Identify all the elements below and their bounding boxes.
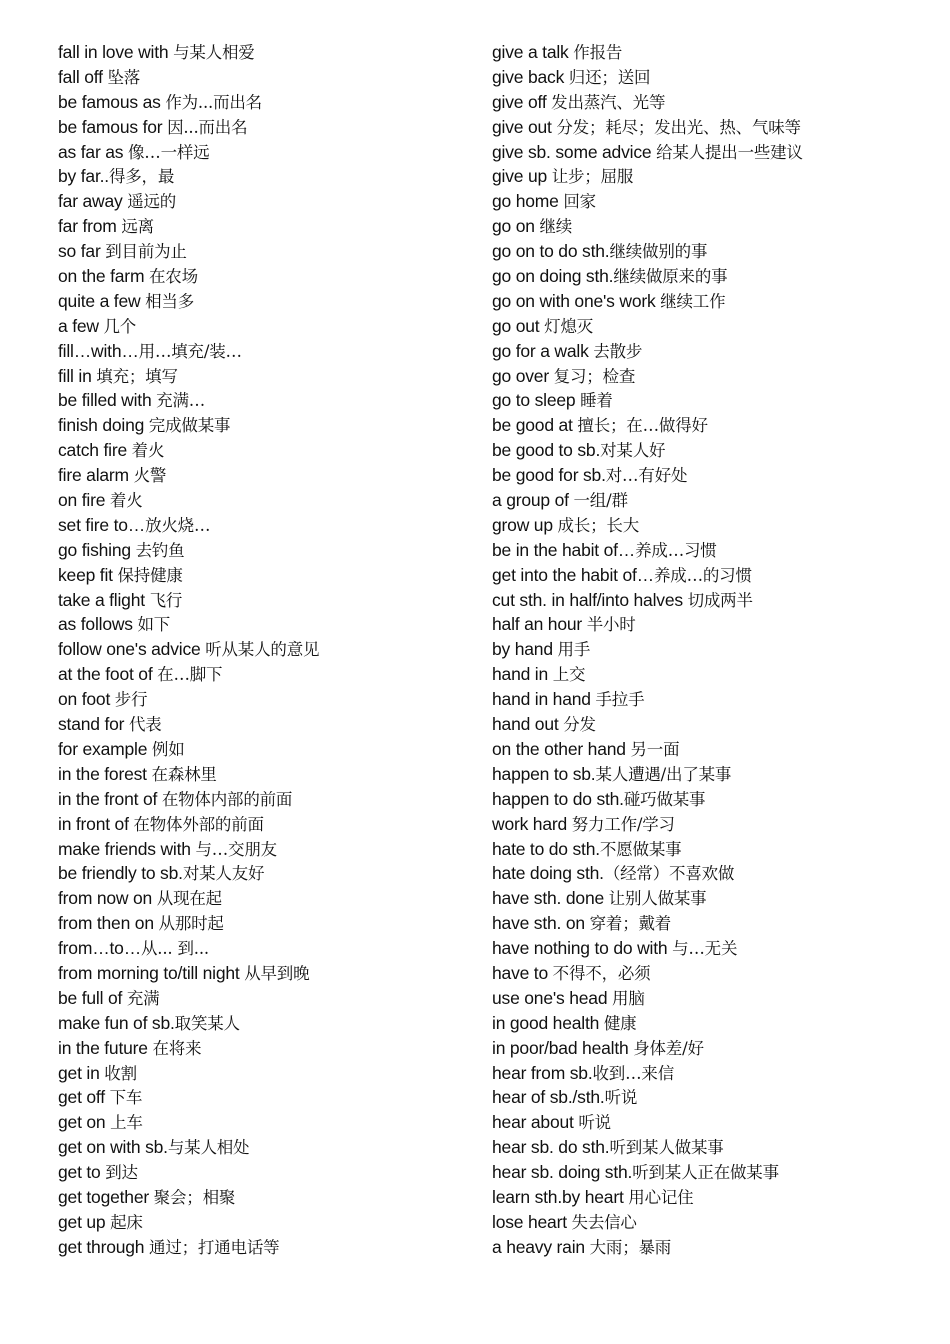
phrase-chinese: 继续: [539, 217, 573, 237]
phrase-english: be good at: [492, 415, 578, 436]
phrase-entry: [58, 936, 478, 961]
phrase-entry: [58, 140, 478, 165]
phrase-entry: [58, 1185, 478, 1210]
left-phrase-column: [58, 40, 478, 1260]
phrase-chinese: 碰巧做某事: [623, 789, 706, 809]
phrase-english: go on to do sth.: [492, 241, 610, 262]
phrase-chinese: 归还；送回: [568, 67, 651, 87]
phrase-english: fill in: [58, 365, 97, 386]
phrase-english: give sb. some advice: [492, 141, 657, 162]
phrase-entry: [492, 1210, 932, 1235]
phrase-chinese: 另一面: [630, 739, 680, 759]
phrase-english: learn sth.by heart: [492, 1186, 629, 1207]
phrase-entry: [58, 1110, 478, 1135]
phrase-english: go on: [492, 216, 540, 237]
phrase-entry: [58, 164, 478, 189]
phrase-chinese: 听到某人正在做某事: [632, 1163, 779, 1183]
phrase-english: get off: [58, 1087, 110, 1108]
phrase-chinese: 步行: [114, 690, 148, 710]
phrase-chinese: 去钓鱼: [135, 540, 185, 560]
phrase-english: hear about: [492, 1112, 579, 1133]
phrase-entry: [492, 936, 932, 961]
phrase-chinese: 与…交朋友: [195, 839, 277, 859]
phrase-english: as follows: [58, 614, 138, 635]
phrase-entry: [492, 737, 932, 762]
phrase-entry: [492, 961, 932, 986]
phrase-entry: [58, 1210, 478, 1235]
phrase-entry: [492, 1135, 932, 1160]
phrase-chinese: 穿着；戴着: [589, 914, 672, 934]
phrase-entry: [492, 837, 932, 862]
phrase-chinese: 在物体外部的前面: [133, 814, 264, 834]
phrase-entry: [492, 662, 932, 687]
phrase-english: hand in hand: [492, 689, 596, 710]
phrase-english: on foot: [58, 689, 115, 710]
phrase-entry: [492, 513, 932, 538]
phrase-entry: [492, 264, 932, 289]
phrase-entry: [58, 463, 478, 488]
phrase-chinese: 火警: [133, 466, 167, 486]
phrase-entry: [492, 413, 932, 438]
phrase-entry: [58, 314, 478, 339]
phrase-entry: [492, 1085, 932, 1110]
phrase-chinese: 半小时: [586, 615, 636, 635]
phrase-english: a group of: [492, 490, 574, 511]
phrase-english: from then on: [58, 913, 159, 934]
phrase-english: a few: [58, 315, 104, 336]
phrase-entry: [492, 90, 932, 115]
phrase-chinese: 养成…的习惯: [653, 565, 752, 585]
phrase-entry: [58, 513, 478, 538]
phrase-entry: [492, 1110, 932, 1135]
phrase-chinese: 如下: [137, 615, 171, 635]
phrase-entry: [492, 787, 932, 812]
phrase-english: cut sth. in half/into halves: [492, 589, 688, 610]
phrase-english: give off: [492, 91, 552, 112]
phrase-chinese: 像…一样远: [127, 142, 210, 162]
phrase-chinese: 让步；屈服: [551, 167, 634, 187]
phrase-entry: [492, 189, 932, 214]
phrase-chinese: 成长；长大: [557, 515, 640, 535]
phrase-entry: [58, 1085, 478, 1110]
phrase-chinese: 保持健康: [117, 565, 183, 585]
phrase-entry: [58, 911, 478, 936]
phrase-english: take a flight: [58, 589, 150, 610]
phrase-chinese: 分发；耗尽；发出光、热、气味等: [556, 117, 801, 137]
phrase-chinese: 收割: [104, 1063, 137, 1083]
phrase-english: hand out: [492, 714, 564, 735]
phrase-entry: [58, 65, 478, 90]
phrase-chinese: 给某人提出一些建议: [656, 142, 803, 162]
phrase-chinese: 复习；检查: [553, 366, 636, 386]
phrase-entry: [492, 65, 932, 90]
phrase-english: have sth. done: [492, 888, 609, 909]
phrase-entry: [58, 662, 478, 687]
phrase-chinese: 继续做别的事: [609, 242, 708, 262]
phrase-chinese: 听从某人的意见: [205, 640, 320, 660]
phrase-entry: [58, 612, 478, 637]
phrase-english: hate to do sth.: [492, 838, 600, 859]
phrase-english: from…to…: [58, 938, 141, 959]
phrase-english: set fire to…: [58, 514, 146, 535]
phrase-entry: [492, 986, 932, 1011]
phrase-chinese: 回家: [563, 192, 596, 212]
phrase-entry: [58, 712, 478, 737]
phrase-entry: [492, 1036, 932, 1061]
phrase-english: work hard: [492, 813, 572, 834]
phrase-entry: [58, 438, 478, 463]
phrase-entry: [492, 164, 932, 189]
phrase-entry: [58, 90, 478, 115]
phrase-chinese: 上交: [552, 665, 586, 685]
phrase-entry: [492, 712, 932, 737]
phrase-entry: [58, 588, 478, 613]
phrase-entry: [492, 239, 932, 264]
phrase-english: fall off: [58, 66, 108, 87]
phrase-entry: [492, 339, 932, 364]
phrase-english: in the front of: [58, 788, 162, 809]
phrase-chinese: 从... 到...: [141, 939, 209, 959]
phrase-entry: [492, 762, 932, 787]
phrase-english: go on doing sth.: [492, 266, 614, 287]
phrase-english: have to: [492, 962, 553, 983]
phrase-english: get into the habit of…: [492, 564, 654, 585]
phrase-entry: [58, 886, 478, 911]
phrase-english: in good health: [492, 1012, 604, 1033]
phrase-entry: [492, 463, 932, 488]
phrase-english: be in the habit of…: [492, 539, 636, 560]
phrase-english: in the forest: [58, 763, 152, 784]
phrase-chinese: 通过；打通电话等: [149, 1237, 280, 1257]
phrase-entry: [58, 812, 478, 837]
phrase-english: on fire: [58, 490, 110, 511]
phrase-chinese: 睡着: [580, 391, 613, 411]
phrase-entry: [492, 911, 932, 936]
phrase-chinese: 几个: [103, 316, 137, 336]
phrase-chinese: 在农场: [148, 267, 198, 287]
phrase-english: be good for sb.: [492, 465, 606, 486]
phrase-chinese: 分发: [563, 715, 596, 735]
phrase-english: happen to do sth.: [492, 788, 624, 809]
phrase-english: quite a few: [58, 290, 146, 311]
phrase-chinese: （经常）不喜欢做: [603, 864, 735, 884]
phrase-english: in the future: [58, 1037, 153, 1058]
phrase-entry: [58, 239, 478, 264]
phrase-english: stand for: [58, 714, 129, 735]
phrase-english: far from: [58, 216, 122, 237]
phrase-english: by far..: [58, 166, 109, 187]
phrase-english: grow up: [492, 514, 558, 535]
phrase-chinese: 与某人相爱: [173, 43, 255, 62]
phrase-chinese: 在…脚下: [157, 665, 223, 685]
phrase-chinese: 上车: [110, 1113, 143, 1133]
phrase-chinese: 与…无关: [672, 939, 738, 959]
phrase-entry: [58, 388, 478, 413]
phrase-entry: [58, 787, 478, 812]
phrase-chinese: 充满: [126, 988, 160, 1008]
phrase-entry: [58, 115, 478, 140]
phrase-english: hate doing sth.: [492, 863, 604, 884]
phrase-chinese: 健康: [603, 1013, 637, 1033]
phrase-chinese: 发出蒸汽、光等: [551, 92, 666, 112]
phrase-chinese: 遥远的: [127, 192, 177, 212]
phrase-entry: [58, 264, 478, 289]
phrase-entry: [492, 588, 932, 613]
phrase-entry: [492, 140, 932, 165]
phrase-chinese: 到达: [105, 1163, 138, 1183]
phrase-chinese: 在物体内部的前面: [161, 789, 293, 809]
phrase-english: follow one's advice: [58, 639, 206, 660]
phrase-chinese: 取笑某人: [174, 1013, 240, 1033]
phrase-entry: [58, 687, 478, 712]
phrase-entry: [492, 886, 932, 911]
phrase-english: get on: [58, 1112, 111, 1133]
phrase-entry: [58, 986, 478, 1011]
phrase-chinese: 起床: [110, 1212, 143, 1232]
phrase-chinese: 到目前为止: [105, 242, 187, 262]
phrase-chinese: 用心记住: [628, 1187, 694, 1207]
phrase-chinese: 从那时起: [158, 914, 224, 934]
phrase-entry: [492, 438, 932, 463]
phrase-entry: [492, 812, 932, 837]
phrase-chinese: 对某人好: [600, 441, 666, 461]
phrase-chinese: 对…有好处: [605, 466, 688, 486]
phrase-english: as far as: [58, 141, 128, 162]
phrase-entry: [58, 488, 478, 513]
phrase-entry: [58, 961, 478, 986]
phrase-english: in poor/bad health: [492, 1037, 634, 1058]
phrase-chinese: 用脑: [612, 988, 645, 1008]
phrase-chinese: 从现在起: [156, 889, 222, 909]
phrase-chinese: 身体差/好: [633, 1038, 704, 1058]
phrase-entry: [58, 737, 478, 762]
phrase-english: keep fit: [58, 564, 118, 585]
phrase-english: go to sleep: [492, 390, 581, 411]
phrase-english: have sth. on: [492, 913, 590, 934]
phrase-english: get on with sb.: [58, 1137, 168, 1158]
phrase-entry: [58, 339, 478, 364]
phrase-chinese: 养成…习惯: [635, 540, 717, 560]
phrase-english: give back: [492, 66, 569, 87]
phrase-chinese: 听到某人做某事: [609, 1138, 724, 1158]
phrase-english: from morning to/till night: [58, 962, 245, 983]
phrase-english: by hand: [492, 639, 558, 660]
phrase-entry: [492, 1160, 932, 1185]
phrase-english: far away: [58, 191, 128, 212]
phrase-english: give up: [492, 166, 552, 187]
phrase-english: for example: [58, 738, 152, 759]
phrase-entry: [492, 388, 932, 413]
phrase-chinese: 不愿做某事: [599, 839, 682, 859]
phrase-entry: [492, 364, 932, 389]
phrase-entry: [58, 637, 478, 662]
phrase-entry: [58, 861, 478, 886]
phrase-english: so far: [58, 241, 106, 262]
phrase-entry: [58, 40, 478, 65]
phrase-chinese: 着火: [109, 491, 143, 511]
phrase-chinese: 放火烧…: [145, 515, 211, 535]
phrase-english: go fishing: [58, 539, 136, 560]
phrase-chinese: 失去信心: [571, 1212, 637, 1232]
phrase-entry: [492, 1011, 932, 1036]
phrase-english: hear of sb./sth.: [492, 1087, 605, 1108]
phrase-chinese: 切成两半: [687, 590, 753, 610]
phrase-english: go out: [492, 315, 545, 336]
phrase-entry: [58, 364, 478, 389]
phrase-entry: [58, 1061, 478, 1086]
phrase-chinese: 完成做某事: [148, 416, 231, 436]
phrase-english: get up: [58, 1211, 111, 1232]
phrase-english: fill…with…: [58, 340, 139, 361]
phrase-chinese: 从早到晚: [244, 963, 310, 983]
phrase-chinese: 作为...而出名: [165, 92, 262, 112]
phrase-english: go over: [492, 365, 554, 386]
phrase-english: hear from sb.: [492, 1062, 593, 1083]
phrase-entry: [58, 214, 478, 239]
phrase-english: get through: [58, 1236, 150, 1257]
phrase-chinese: 着火: [131, 441, 165, 461]
phrase-chinese: 在森林里: [151, 764, 217, 784]
phrase-chinese: 填充；填写: [96, 366, 178, 386]
phrase-chinese: 因...而出名: [167, 117, 248, 137]
phrase-chinese: 充满…: [156, 391, 206, 411]
phrase-entry: [492, 538, 932, 563]
phrase-chinese: 灯熄灭: [544, 316, 594, 336]
phrase-entry: [492, 40, 932, 65]
phrase-chinese: 代表: [128, 715, 162, 735]
phrase-chinese: 手拉手: [595, 690, 645, 710]
phrase-english: give a talk: [492, 42, 574, 62]
phrase-english: catch fire: [58, 440, 132, 461]
phrase-chinese: 一组/群: [573, 491, 628, 511]
phrase-chinese: 聚会；相聚: [153, 1187, 236, 1207]
phrase-entry: [492, 1235, 932, 1260]
phrase-entry: [58, 413, 478, 438]
phrase-chinese: 听说: [578, 1113, 611, 1133]
phrase-english: go home: [492, 191, 564, 212]
phrase-english: get together: [58, 1186, 154, 1207]
phrase-entry: [58, 762, 478, 787]
phrase-entry: [492, 612, 932, 637]
phrase-english: at the foot of: [58, 664, 158, 685]
phrase-english: use one's head: [492, 987, 613, 1008]
phrase-english: be famous for: [58, 116, 168, 137]
phrase-chinese: 继续做原来的事: [613, 267, 728, 287]
phrase-chinese: 听说: [604, 1088, 638, 1108]
phrase-chinese: 作报告: [573, 43, 623, 62]
phrase-entry: [492, 861, 932, 886]
phrase-entry: [58, 837, 478, 862]
phrase-chinese: 相当多: [145, 291, 195, 311]
phrase-chinese: 继续工作: [660, 291, 726, 311]
phrase-english: from now on: [58, 888, 157, 909]
phrase-entry: [58, 289, 478, 314]
phrase-english: hear sb. doing sth.: [492, 1162, 633, 1183]
phrase-english: be friendly to sb.: [58, 863, 183, 884]
phrase-english: be full of: [58, 987, 127, 1008]
phrase-english: hand in: [492, 664, 553, 685]
phrase-chinese: 下车: [109, 1088, 143, 1108]
phrase-chinese: 某人遭遇/出了某事: [595, 764, 732, 784]
phrase-entry: [58, 189, 478, 214]
phrase-entry: [58, 1135, 478, 1160]
phrase-english: be good to sb.: [492, 440, 601, 461]
phrase-entry: [492, 214, 932, 239]
phrase-chinese: 得多，最: [108, 167, 175, 187]
phrase-entry: [58, 1160, 478, 1185]
phrase-english: on the other hand: [492, 738, 631, 759]
phrase-chinese: 用…填充/装…: [138, 341, 242, 361]
phrase-entry: [492, 289, 932, 314]
phrase-chinese: 收到…来信: [592, 1063, 675, 1083]
phrase-english: fire alarm: [58, 465, 134, 486]
phrase-chinese: 对某人友好: [182, 864, 265, 884]
phrase-english: give out: [492, 116, 557, 137]
phrase-entry: [492, 314, 932, 339]
phrase-chinese: 与某人相处: [167, 1138, 250, 1158]
phrase-chinese: 飞行: [149, 590, 183, 610]
phrase-english: a heavy rain: [492, 1236, 590, 1257]
phrase-entry: [58, 563, 478, 588]
right-phrase-column: [492, 40, 932, 1260]
phrase-english: have nothing to do with: [492, 938, 673, 959]
phrase-entry: [492, 563, 932, 588]
phrase-english: half an hour: [492, 614, 587, 635]
phrase-english: hear sb. do sth.: [492, 1137, 610, 1158]
phrase-english: happen to sb.: [492, 763, 596, 784]
phrase-entry: [492, 115, 932, 140]
phrase-english: in front of: [58, 813, 134, 834]
phrase-entry: [492, 687, 932, 712]
phrase-english: make friends with: [58, 838, 196, 859]
phrase-entry: [492, 1061, 932, 1086]
phrase-entry: [492, 1185, 932, 1210]
phrase-english: fall in love with: [58, 42, 174, 62]
phrase-english: make fun of sb.: [58, 1012, 175, 1033]
phrase-english: get in: [58, 1062, 105, 1083]
phrase-entry: [58, 1011, 478, 1036]
phrase-chinese: 例如: [151, 739, 185, 759]
phrase-chinese: 擅长；在…做得好: [577, 416, 708, 436]
phrase-english: be filled with: [58, 390, 157, 411]
phrase-english: get to: [58, 1162, 106, 1183]
phrase-chinese: 不得不，必须: [552, 963, 651, 983]
phrase-chinese: 坠落: [107, 67, 141, 87]
phrase-english: go for a walk: [492, 340, 594, 361]
phrase-entry: [58, 1036, 478, 1061]
phrase-english: be famous as: [58, 91, 166, 112]
phrase-english: on the farm: [58, 266, 149, 287]
phrase-chinese: 努力工作/学习: [571, 814, 675, 834]
phrase-chinese: 远离: [121, 217, 154, 237]
phrase-english: lose heart: [492, 1211, 572, 1232]
phrase-chinese: 在将来: [152, 1038, 202, 1058]
phrase-entry: [492, 488, 932, 513]
phrase-chinese: 去散步: [593, 341, 643, 361]
phrase-chinese: 用手: [557, 640, 591, 660]
phrase-entry: [58, 1235, 478, 1260]
phrase-chinese: 大雨；暴雨: [589, 1237, 672, 1257]
phrase-entry: [492, 637, 932, 662]
phrase-english: finish doing: [58, 415, 149, 436]
phrase-chinese: 让别人做某事: [608, 889, 707, 909]
phrase-entry: [58, 538, 478, 563]
phrase-english: go on with one's work: [492, 290, 661, 311]
